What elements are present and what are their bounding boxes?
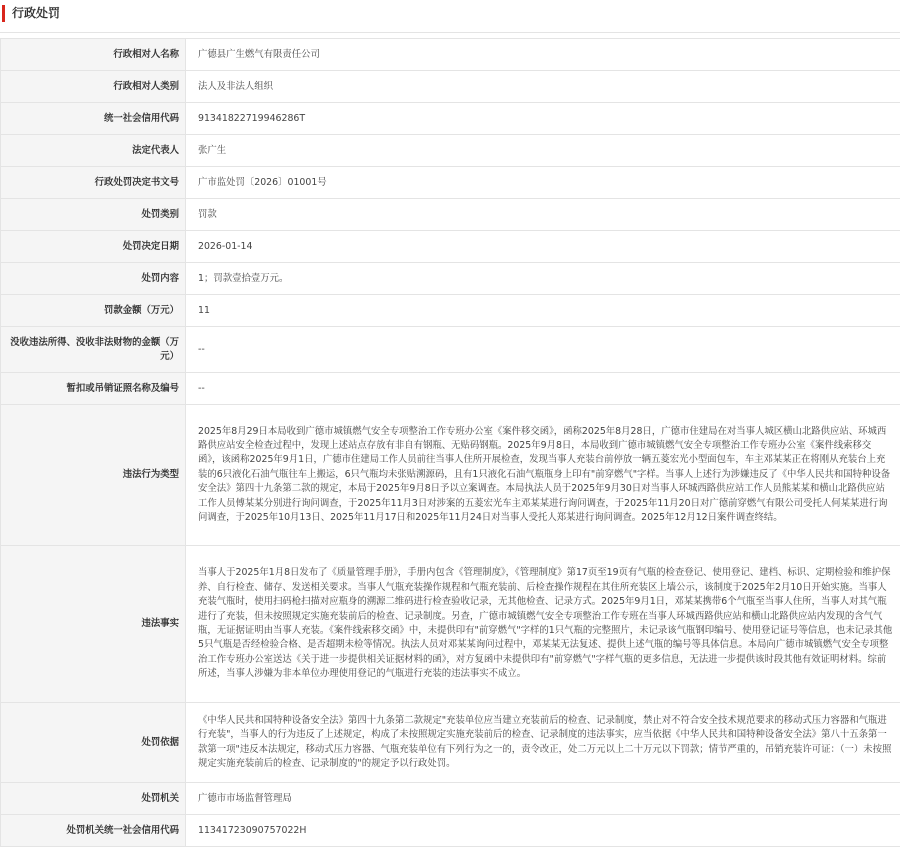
table-row [1,405,900,546]
row-value: 法人及非法人组织 [186,71,900,103]
penalty-detail-table [0,38,900,847]
table-row [1,39,900,71]
row-value: 91341822719946286T [186,103,900,135]
section-title: 行政处罚 [12,5,60,22]
row-value: 罚款 [186,199,900,231]
row-value: 当事人于2025年1月8日发布了《质量管理手册》，手册内包含《管理制度》，《管理制度》第17页至19页有气瓶的检查登记、使用登记、建档、标识、定期检验和维护保养、自行检查、储存、发送相关要求。当事人气瓶充装操作规程和气瓶充装前、后检查操作规程在其住所充装区上墙公示，该制度于2025年2月10日开始实施。当事人充装气瓶时，使用扫码枪扫描对应瓶身的溯源二维码进行检查验收记录，无其他检查、记录方式。2025年9月1日，邓某某携带6个气瓶至当事人住所，当事人对其气瓶进行了充装，但未按照规定实施充装前后的检查、记录制度。另查，广德市城镇燃气安全专项整治工作专班在当事人环城西路供应站和横山北路供应站内发现的含气气瓶，无证据证明由当事人充装。《案件线索移交函》中，未提供印有"前穿燃气"字样的1只气瓶的完整照片，未记录该气瓶钢印编号、使用登记证号等信息，也未记录其他5只气瓶是否经检验合格、是否超期未检等情况。执法人员对邓某某询问过程中，邓某某无法复述、提供上述气瓶的编号等具体信息。本局向广德市城镇燃气安全专项整治工作专班办公室送达《关于进一步提供相关证据材料的函》，对方复函中未提供印有"前穿燃气"字样气瓶的更多信息，无法进一步提供该时段其他有效证明材料。综前所述，当事人涉嫌为非本单位办理使用登记的气瓶进行充装的违法事实不成立。 [186,546,900,703]
row-label: 行政相对人类别 [1,71,186,103]
row-label: 处罚依据 [1,703,186,783]
row-label: 处罚决定日期 [1,231,186,263]
row-label: 违法行为类型 [1,405,186,546]
row-label: 行政处罚决定书文号 [1,167,186,199]
table-row [1,167,900,199]
row-label: 暂扣或吊销证照名称及编号 [1,373,186,405]
table-row [1,263,900,295]
row-value: 广德县广生燃气有限责任公司 [186,39,900,71]
row-value: -- [186,373,900,405]
row-value: 11341723090757022H [186,815,900,847]
row-value: 张广生 [186,135,900,167]
table-row [1,373,900,405]
table-row [1,295,900,327]
row-label: 行政相对人名称 [1,39,186,71]
section-header [0,0,900,33]
row-label: 统一社会信用代码 [1,103,186,135]
row-label: 违法事实 [1,546,186,703]
table-row [1,135,900,167]
table-row [1,783,900,815]
row-label: 处罚内容 [1,263,186,295]
row-label: 罚款金额（万元） [1,295,186,327]
table-row [1,327,900,373]
row-value: -- [186,327,900,373]
row-value: 1；罚款壹拾壹万元。 [186,263,900,295]
row-value: 11 [186,295,900,327]
row-value: 2026-01-14 [186,231,900,263]
table-row [1,231,900,263]
row-label: 法定代表人 [1,135,186,167]
row-value: 《中华人民共和国特种设备安全法》第四十九条第二款规定"充装单位应当建立充装前后的检查、记录制度，禁止对不符合安全技术规范要求的移动式压力容器和气瓶进行充装"，当事人的行为违反了上述规定，构成了未按照规定实施充装前后的检查、记录制度的违法事实，应当依据《中华人民共和国特种设备安全法》第八十五条第一款第一项"违反本法规定，移动式压力容器、气瓶充装单位有下列行为之一的，责令改正，处二万元以上二十万元以下罚款；情节严重的，吊销充装许可证：（一）未按照规定实施充装前后的检查、记录制度的"的规定予以行政处罚。 [186,703,900,783]
row-value: 广市监处罚〔2026〕01001号 [186,167,900,199]
row-label: 处罚机关 [1,783,186,815]
row-value: 2025年8月29日本局收到广德市城镇燃气安全专项整治工作专班办公室《案件移交函》，函称2025年8月28日，广德市住建局在对当事人城区横山北路供应站、环城西路供应站安全检查过程中，发现上述站点存放有非自有钢瓶、无贴码钢瓶。2025年9月8日，本局收到广德市城镇燃气安全专项整治工作专班办公室《案件线索移交函》，该函称2025年9月1日，广德市住建局工作人员前往当事人住所开展检查，发现当事人充装台前停放一辆五菱宏光小型面包车，车主邓某某正在将刚从充装台上充装的6只液化石油气瓶往车上搬运，6只气瓶均未张贴溯源码，且有1只液化石油气瓶瓶身上印有"前穿燃气"字样。当事人上述行为涉嫌违反了《中华人民共和国特种设备安全法》第四十九条第二款的规定，本局于2025年9月8日予以立案调查。本局执法人员于2025年9月30日对当事人环城西路供应站工作人员熊某某和横山北路供应站工作人员傅某某分别进行询问调查，于2025年11月3日对涉案的五菱宏光车主邓某某进行询问调查，于2025年11月20日对广德前穿燃气有限公司受托人何某某进行询问调查，于2025年10月13日、2025年11月17日和2025年11月24日对当事人受托人郑某进行询问调查。2025年12月12日案件调查终结。 [186,405,900,546]
table-row [1,815,900,847]
table-row [1,71,900,103]
table-row [1,546,900,703]
table-row [1,703,900,783]
section-accent-bar [2,5,5,22]
row-label: 处罚类别 [1,199,186,231]
row-label: 处罚机关统一社会信用代码 [1,815,186,847]
row-label: 没收违法所得、没收非法财物的金额（万元） [1,327,186,373]
table-row [1,199,900,231]
table-row [1,103,900,135]
row-value: 广德市市场监督管理局 [186,783,900,815]
